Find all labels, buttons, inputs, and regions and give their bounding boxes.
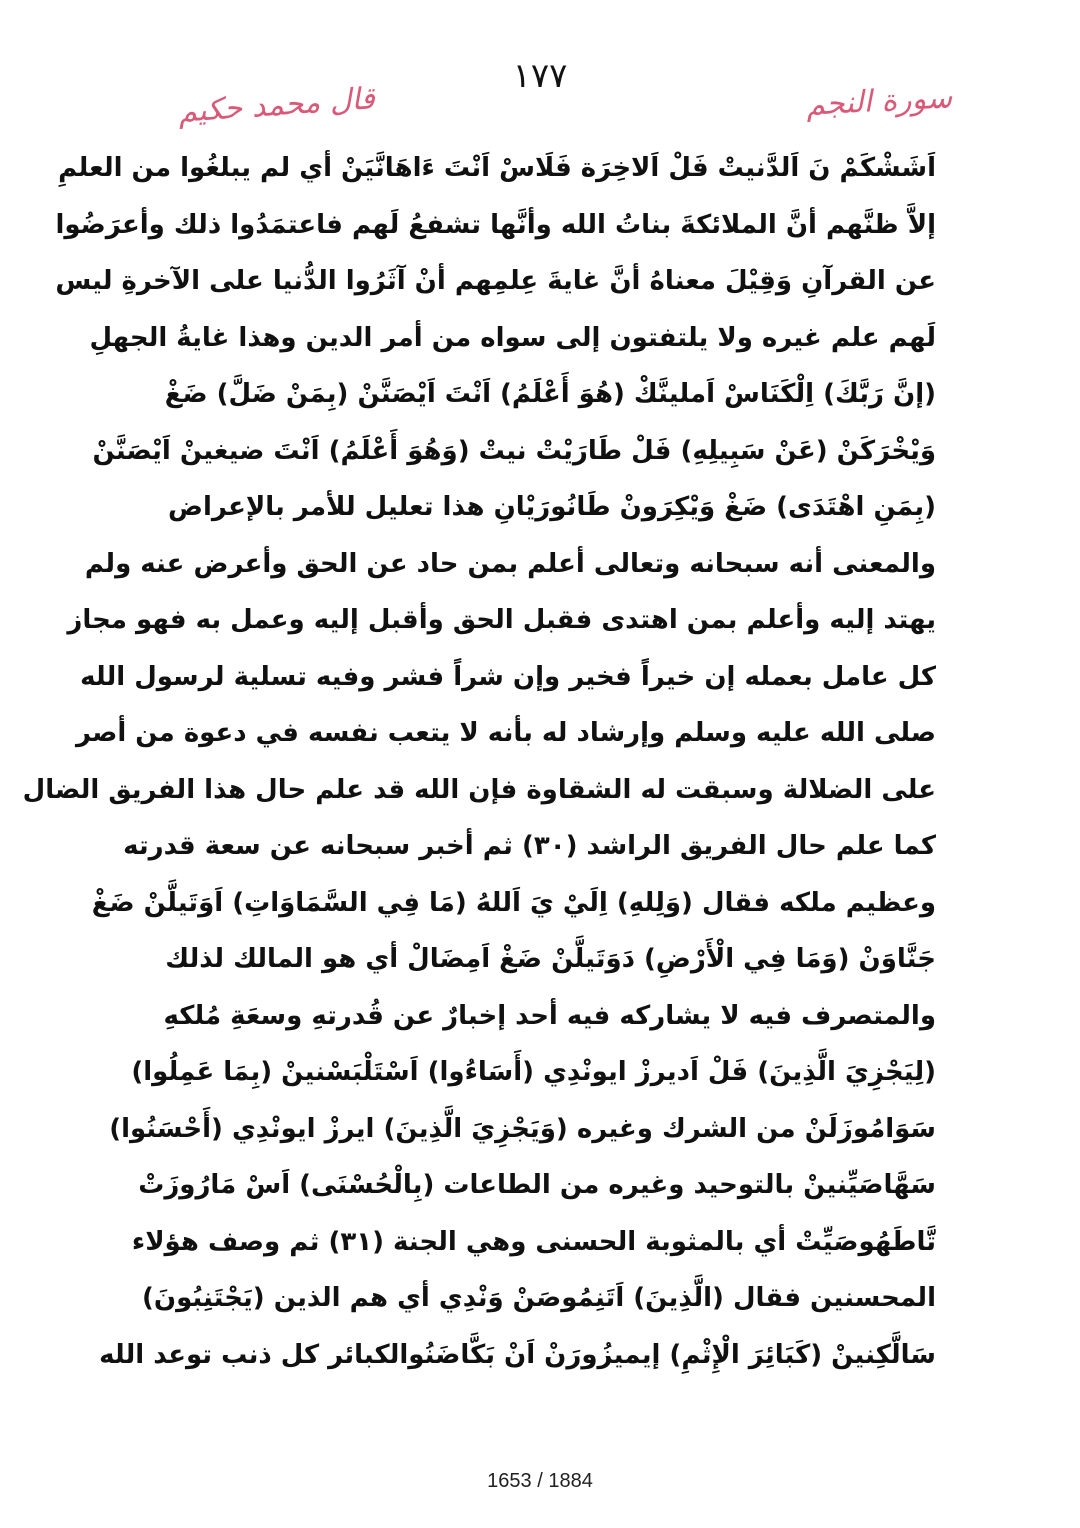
text-line: (إنَّ رَبَّكَ) اِلْكَنَاسْ اَملينَّكْ (هُوَ أَعْلَمُ) اَنْتَ اَيْصَنَّنْ (بِمَنْ ضَلَّ) ضَغْ: [164, 379, 936, 409]
handwritten-note-left: قال محمد حكيم: [176, 81, 376, 130]
text-line: إلاَّ ظنَّهم أنَّ الملائكةَ بناتُ الله وأنَّها تشفعُ لَهم فاعتمَدُوا ذلك وأعرَضُوا: [55, 209, 936, 240]
text-line: كما علم حال الفريق الراشد (٣٠) ثم أخبر سبحانه عن سعة قدرته: [123, 831, 936, 861]
text-line: سَهَّاصَيِّنينْ بالتوحيد وغيره من الطاعات (بِالْحُسْنَى) اَسْ مَارُوزَتْ: [138, 1170, 936, 1200]
text-line: كل عامل بعمله إن خيراً فخير وإن شراً فشر وفيه تسلية لرسول الله: [80, 661, 936, 692]
text-line: (لِيَجْزِيَ الَّذِينَ) فَلْ اَديرزْ ايونْدِي (أَسَاءُوا) اَسْتَلْبَسْنينْ (بِمَا عَمِلُوا): [131, 1057, 936, 1087]
text-line: وَيْخْرَكَنْ (عَنْ سَبِيلِهِ) فَلْ طَارَيْتْ نيتْ (وَهُوَ أَعْلَمُ) اَنْتَ ضيغينْ اَيْصَنَّنْ: [92, 435, 936, 466]
text-line: والمتصرف فيه لا يشاركه فيه أحد إخبارٌ عن قُدرتهِ وسعَةِ مُلكهِ: [163, 1000, 936, 1031]
text-line: والمعنى أنه سبحانه وتعالى أعلم بمن حاد عن الحق وأعرض عنه ولم: [84, 548, 936, 579]
text-line: (بِمَنِ اهْتَدَى) ضَغْ وَيْكِرَونْ طَانُورَيْانِ هذا تعليل للأمر بالإعراض: [168, 492, 936, 522]
text-line: عن القرآنِ وَقِيْلَ معناهُ أنَّ غايةَ عِلمِهم أنْ آثَرُوا الدُّنيا على الآخرةِ ليس: [55, 266, 936, 296]
text-line: على الضلالة وسبقت له الشقاوة فإن الله قد علم حال هذا الفريق الضال: [22, 774, 936, 805]
text-line: جَنَّاوَنْ (وَمَا فِي الْأَرْضِ) دَوَتَيلَّنْ ضَغْ اَمِضَالْ أي هو المالك لذلك: [165, 944, 936, 974]
page-number: ١٧٧: [512, 56, 568, 96]
text-line: اَشَشْكَمْ نَ اَلدَّنيتْ فَلْ اَلاخِرَة فَلَاسْ اَنْتَ ءَاهَانَّيَنْ أي لم يبلغُوا من العلمِ: [58, 153, 936, 183]
text-line: سَالَّكِنينْ (كَبَائِرَ الْإِثْمِ) إيميزُورَنْ اَنْ بَكَّاضَنُوالكبائر كل ذنب توعد الله: [99, 1339, 936, 1370]
text-line: يهتد إليه وأعلم بمن اهتدى فقبل الحق وأقبل إليه وعمل به فهو مجاز: [67, 605, 936, 635]
text-line: صلى الله عليه وسلم وإرشاد له بأنه لا يتعب نفسه في دعوة من أصر: [76, 718, 936, 748]
text-line: تَّاطَهُوصَيِّتْ أي بالمثوبة الحسنى وهي الجنة (٣١) ثم وصف هؤلاء: [131, 1226, 936, 1257]
text-line: لَهم علم غيره ولا يلتفتون إلى سواه من أمر الدين وهذا غايةُ الجهلِ: [89, 322, 936, 353]
text-line: وعظيم ملكه فقال (وَلِلهِ) اِلَيْ يَ اَللهُ (مَا فِي السَّمَاوَاتِ) اَوَتَيلَّنْ ضَغْ: [91, 887, 936, 918]
handwritten-note-right: سورة النجم: [804, 80, 953, 123]
text-line: سَوَامُوزَلَنْ من الشرك وغيره (وَيَجْزِيَ الَّذِينَ) ايرزْ ايونْدِي (أَحْسَنُوا): [109, 1113, 936, 1144]
page-pagination: 1653 / 1884: [487, 1470, 593, 1492]
text-line: المحسنين فقال (الَّذِينَ) اَتَنِمُوصَنْ وَنْدِي أي هم الذين (يَجْتَنِبُونَ): [142, 1283, 936, 1313]
body-text: [22, 140, 936, 1383]
